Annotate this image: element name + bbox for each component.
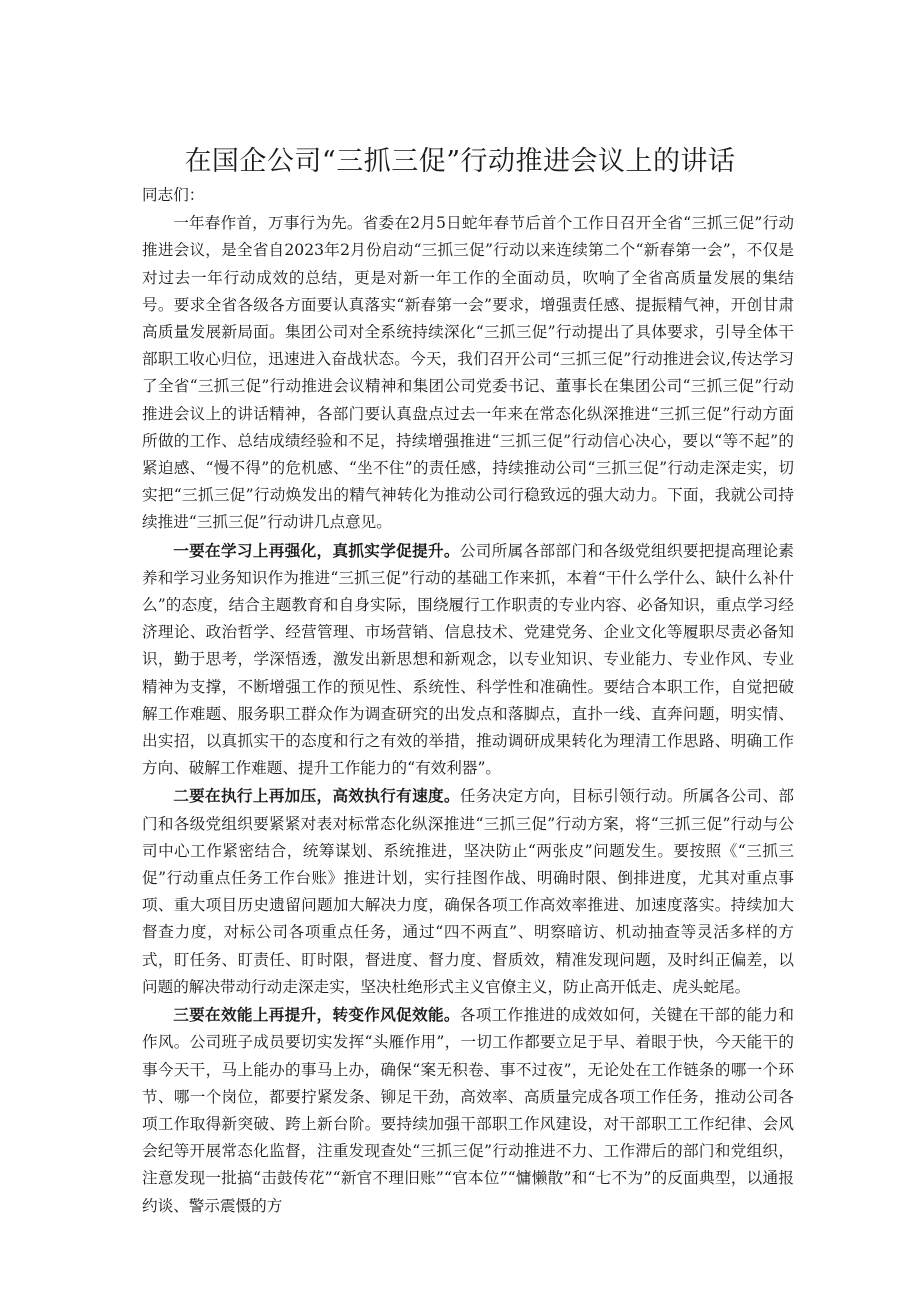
- paragraph-text: 公司所属各部部门和各级党组织要把提高理论素养和学习业务知识作为推进“三抓三促”行动的基础工作来抓，本着“干什么学什么、缺什么补什么”的态度，结合主题教育和自身实际，围绕履行工作职责的专业内容、必备知识，重点学习经济理论、政治哲学、经营管理、市场营销、信息技术、党建党务、企业文化等履职尽责必备知识，勤于思考，学深悟透，激发出新思想和新观念，以专业知识、专业能力、专业作风、专业精神为支撑，不断增强工作的预见性、系统性、科学性和准确性。要结合本职工作，自觉把破解工作难题、服务职工群众作为调查研究的出发点和落脚点，直扑一线、直奔问题，明实情、出实招，以真抓实干的态度和行之有效的举措，推动调研成果转化为理清工作思路、明确工作方向、破解工作难题、提升工作能力的“有效利器”。: [142, 541, 794, 778]
- document-body: [142, 180, 794, 1220]
- page-title: 在国企公司“三抓三促”行动推进会议上的讲话: [184, 146, 736, 178]
- paragraph-point-one: [142, 537, 794, 783]
- paragraph-text: 各项工作推进的成效如何，关键在干部的能力和作风。公司班子成员要切实发挥“头雁作用”，一切工作都要立足于早、着眼于快，今天能干的事今天干，马上能办的事马上办，确保“案无积卷、事不过夜”，无论处在工作链条的哪一个环节、哪一个岗位，都要拧紧发条、铆足干劲，高效率、高质量完成各项工作任务，推动公司各项工作取得新突破、跨上新台阶。要持续加强干部职工作风建设，对干部职工工作纪律、会风会纪等开展常态化监督，注重发现查处“三抓三促”行动推进不力、工作滞后的部门和党组织，注意发现一批搞“击鼓传花”“新官不理旧账”“官本位”“慵懒散”和“七不为”的反面典型，以通报约谈、警示震慑的方: [142, 1006, 794, 1215]
- paragraph-text: 任务决定方向，目标引领行动。所属各公司、部门和各级党组织要紧紧对表对标常态化纵深推进“三抓三促”行动方案，将“三抓三促”行动与公司中心工作紧密结合，统筹谋划、系统推进，坚决防止“两张皮”问题发生。要按照《“三抓三促”行动重点任务工作台账》推进计划，实行挂图作战、明确时限、倒排进度，尤其对重点事项、重大项目历史遗留问题加大解决力度，确保各项工作高效率推进、加速度落实。持续加大督查力度，对标公司各项重点任务，通过“四不两直”、明察暗访、机动抽查等灵活多样的方式，盯任务、盯责任、盯时限，督进度、督力度、督质效，精准发现问题，及时纠正偏差，以问题的解决带动行动走深走实，坚决杜绝形式主义官僚主义，防止高开低走、虎头蛇尾。: [142, 787, 794, 996]
- paragraph-lead: 三要在效能上再提升，转变作风促效能。: [173, 1005, 460, 1025]
- paragraph-lead: 二要在执行上再加压，高效执行有速度。: [173, 786, 460, 806]
- paragraph-point-three: [142, 1001, 794, 1220]
- paragraph-point-two: [142, 782, 794, 1001]
- salutation: 同志们：: [142, 186, 205, 204]
- paragraph-lead: 一要在学习上再强化，真抓实学促提升。: [173, 540, 460, 560]
- paragraph-text: 一年春作首，万事行为先。省委在2月5日蛇年春节后首个工作日召开全省“三抓三促”行动推进会议，是全省自2023年2月份启动“三抓三促”行动以来连续第二个“新春第一会”，不仅是对过去一年行动成效的总结，更是对新一年工作的全面动员，吹响了全省高质量发展的集结号。要求全省各级各方面要认真落实“新春第一会”要求，增强责任感、提振精气神，开创甘肃高质量发展新局面。集团公司对全系统持续深化“三抓三促”行动提出了具体要求，引导全体干部职工收心归位，迅速进入奋战状态。今天，我们召开公司“三抓三促”行动推进会议,传达学习了全省“三抓三促”行动推进会议精神和集团公司党委书记、董事长在集团公司“三抓三促”行动推进会议上的讲话精神，各部门要认真盘点过去一年来在常态化纵深推进“三抓三促”行动方面所做的工作、总结成绩经验和不足，持续增强推进“三抓三促”行动信心决心，要以“等不起”的紧迫感、“慢不得”的危机感、“坐不住”的责任感，持续推动公司“三抓三促”行动走深走实，切实把“三抓三促”行动焕发出的精气神转化为推动公司行稳致远的强大动力。下面，我就公司持续推进“三抓三促”行动讲几点意见。: [142, 214, 794, 532]
- paragraph-opening: [142, 209, 794, 536]
